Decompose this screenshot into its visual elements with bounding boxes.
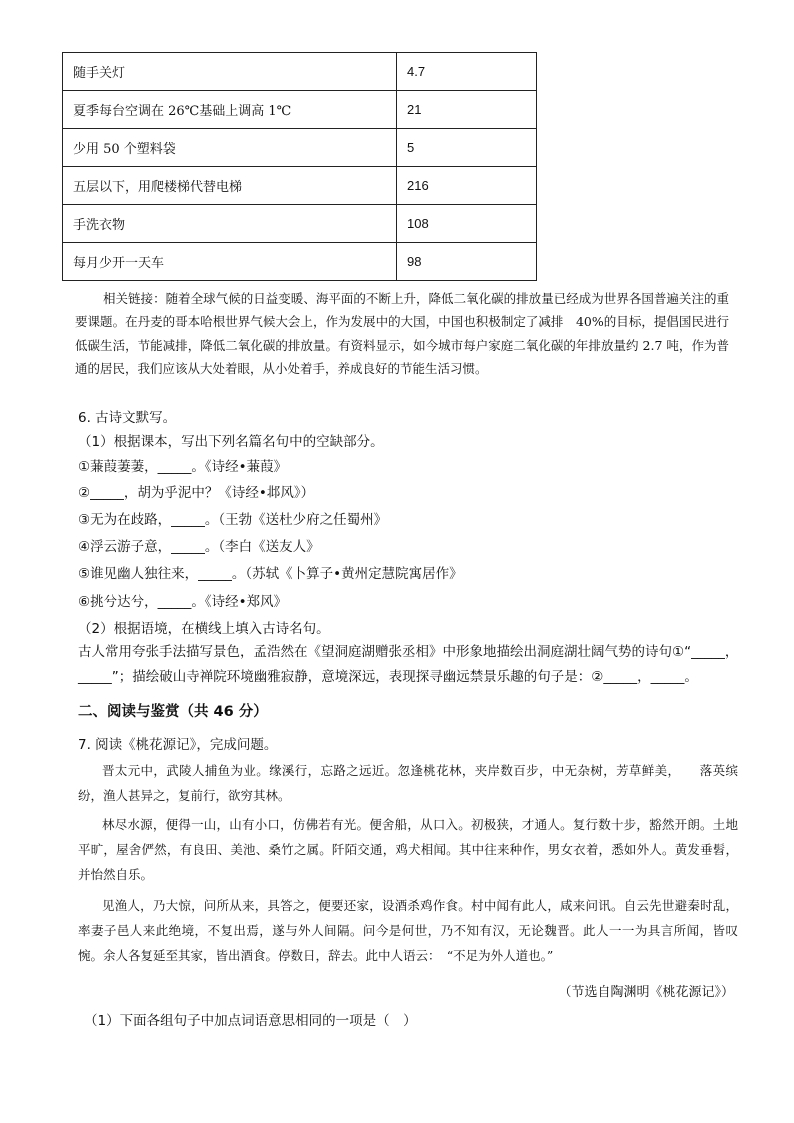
poem-fill-item: ⑤谁见幽人独往来，_____。（苏轼《卜算子•黄州定慧院寓居作》 (78, 566, 463, 582)
table-cell-action: 少用 50 个塑料袋 (63, 129, 397, 167)
question-7-sub1: （1）下面各组句子中加点词语意思相同的一项是（ ） (84, 1013, 417, 1029)
table-row (63, 167, 537, 205)
table-cell-value: 21 (397, 91, 537, 129)
passage-paragraph: 林尽水源，便得一山，山有小口，仿佛若有光。便舍船，从口入。初极狭，才通人。复行数十步，豁然开朗。土地平旷，屋舍俨然，有良田、美池、桑竹之属。阡陌交通，鸡犬相闻。其中往来种作，男女衣着，悉如外人。黄发垂髫，并怡然自乐。 (78, 817, 738, 882)
poem-fill-item: ①蒹葭萋萋，_____。《诗经•蒹葭》 (78, 459, 288, 475)
table-cell-value: 4.7 (397, 53, 537, 91)
poem-fill-item: ④浮云游子意，_____。（李白《送友人》 (78, 539, 320, 555)
question-6-part2-text: 古人常用夸张手法描写景色，孟浩然在《望洞庭湖赠张丞相》中形象地描绘出洞庭湖壮阔气势的诗句①“_____，_____”；描绘破山寺禅院环境幽雅寂静，意境深远，表现探寻幽远禁景乐趣的句子是：②_____，_____。 (78, 644, 739, 685)
table-cell-value: 108 (397, 205, 537, 243)
table-cell-action: 随手关灯 (63, 53, 397, 91)
table-row (63, 91, 537, 129)
table-cell-value: 5 (397, 129, 537, 167)
table-row (63, 205, 537, 243)
energy-saving-table (62, 52, 537, 281)
question-6-part1: （1）根据课本，写出下列名篇名句中的空缺部分。 (78, 434, 384, 450)
table-cell-value: 98 (397, 243, 537, 281)
poem-fill-item: ②_____，胡为乎泥中？《诗经•邶风》） (78, 485, 315, 501)
passage-paragraph: 晋太元中，武陵人捕鱼为业。缘溪行，忘路之远近。忽逢桃花林，夹岸数百步，中无杂树，芳草鲜美， 落英缤纷，渔人甚异之，复前行，欲穷其林。 (78, 763, 738, 803)
question-7-title: 7. 阅读《桃花源记》，完成问题。 (78, 737, 278, 753)
table-row (63, 129, 537, 167)
question-6-part2: （2）根据语境，在横线上填入古诗名句。 (78, 621, 330, 637)
question-6-title: 6. 古诗文默写。 (78, 410, 177, 426)
passage-paragraph: 见渔人，乃大惊，问所从来，具答之，便要还家，设酒杀鸡作食。村中闻有此人，咸来问讯。自云先世避秦时乱，率妻子邑人来此绝境，不复出焉，遂与外人间隔。问今是何世，乃不知有汉，无论魏晋。此人一一为具言所闻，皆叹惋。余人各复延至其家，皆出酒食。停数日，辞去。此中人语云： “不足为外人道也。” (78, 898, 738, 963)
poem-fill-item: ③无为在歧路，_____。（王勃《送杜少府之任蜀州》 (78, 512, 388, 528)
passage-source: （节选自陶渊明《桃花源记》） (558, 985, 734, 1000)
table-cell-value: 216 (397, 167, 537, 205)
table-row (63, 243, 537, 281)
table-cell-action: 五层以下，用爬楼梯代替电梯 (63, 167, 397, 205)
table-row (63, 53, 537, 91)
section-2-heading: 二、阅读与鉴赏（共 46 分） (78, 704, 268, 720)
table-cell-action: 手洗衣物 (63, 205, 397, 243)
table-cell-action: 夏季每台空调在 26℃基础上调高 1℃ (63, 91, 397, 129)
related-link-paragraph: 相关链接：随着全球气候的日益变暖、海平面的不断上升，降低二氧化碳的排放量已经成为世界各国普遍关注的重要课题。在丹麦的哥本哈根世界气候大会上，作为发展中的大国，中国也积极制定了减排 40%的目标，提倡国民进行低碳生活，节能减排，降低二氧化碳的排放量。有资料显示，如今城市每户家庭二氧化碳的年排放量约 2.7 吨，作为普通的居民，我们应该从大处着眼，从小处着手，养成良好的节能生活习惯。 (75, 291, 729, 376)
table-cell-action: 每月少开一天车 (63, 243, 397, 281)
poem-fill-item: ⑥挑兮达兮，_____。《诗经•郑风》 (78, 594, 288, 610)
